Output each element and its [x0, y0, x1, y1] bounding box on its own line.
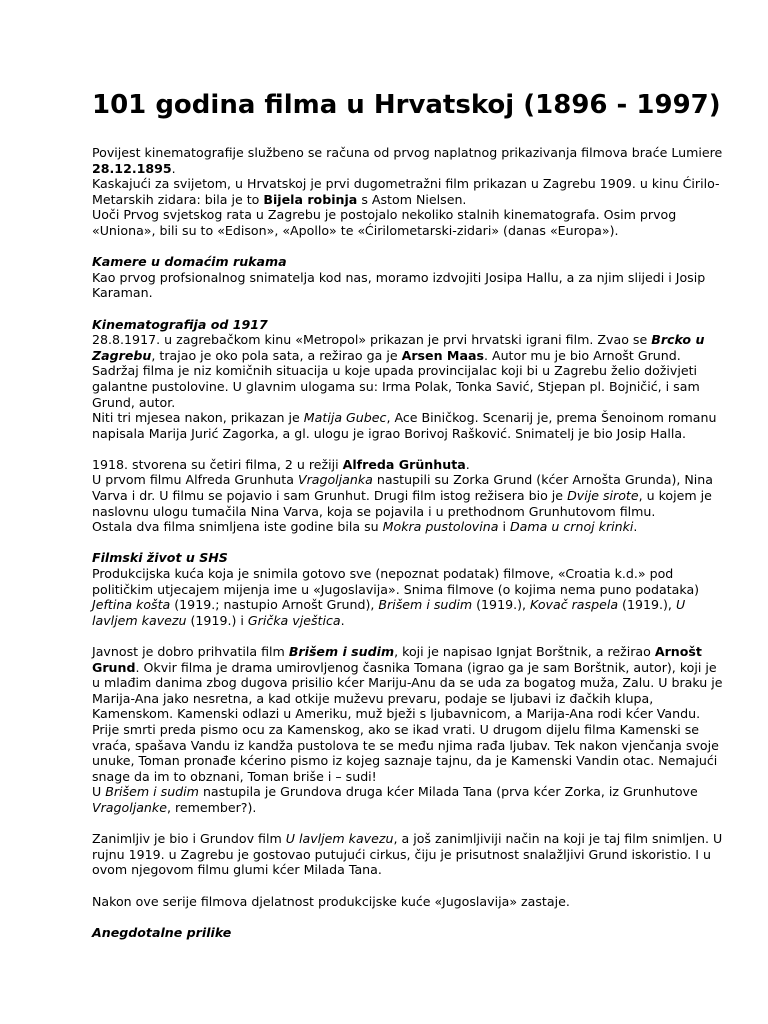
text-run: .	[633, 519, 638, 535]
text-run: Niti tri mjesea nakon, prikazan je	[92, 410, 304, 426]
text-run: Zanimljiv je bio i Grundov film	[92, 831, 286, 847]
paragraph	[92, 270, 728, 301]
text-run: , remember?).	[166, 799, 257, 815]
italic-text: Grička vještica	[247, 612, 341, 628]
text-run: , trajao je oko pola sata, a režirao ga je	[151, 347, 402, 363]
text-run: , u kojem je naslovnu ulogu tumačila Nina Varva, koja se pojavila i u prethodnom Grunhutovom filmu.	[92, 488, 712, 519]
paragraph-spacer	[92, 878, 728, 894]
paragraph	[92, 145, 728, 176]
section-heading: Anegdotalne prilike	[92, 924, 232, 940]
text-run: .	[340, 612, 345, 628]
paragraph	[92, 332, 728, 410]
text-run: (1919.),	[472, 597, 531, 613]
text-run: Javnost je dobro prihvatila film	[92, 644, 289, 659]
text-run: U prvom filmu Alfreda Grunhuta	[92, 472, 298, 488]
italic-text: Jeftina košta	[92, 597, 171, 613]
paragraph	[92, 644, 728, 784]
text-run: .	[171, 160, 176, 176]
paragraph	[92, 831, 728, 878]
text-run: U	[92, 784, 106, 800]
text-run: , Ace Biničkog. Scenarij je, prema Šenoinom romanu napisala Marija Jurić Zagorka, a gl. ulogu je igrao Borivoj Rašković. Snimatelj je bio Josip Halla.	[92, 410, 717, 441]
italic-text: Vragoljanke	[92, 799, 167, 815]
bold-text: Arnošt Grund	[92, 644, 702, 675]
italic-text: U lavljem kavezu	[92, 597, 686, 628]
text-run: Ostala dva filma snimljena iste godine bila su	[92, 519, 383, 535]
paragraph	[92, 784, 728, 815]
text-run: i	[498, 519, 510, 535]
text-run: (1919.),	[618, 597, 676, 613]
text-run: , a još zanimljiviji način na koji je taj film snimljen. U rujnu 1919. u Zagrebu je gostovao putujući cirkus, čiju je prisutnost snalažljivi Grund iskoristio. I u ovom njegovom filmu glumi kćer Milada Tana.	[92, 831, 723, 878]
text-run: . Autor mu je bio Arnošt Grund. Sadržaj filma je niz komičnih situacija u koje upada provincijalac koji bi u Zagrebu želio doživjeti galantne pustolovine. U glavnim ulogama su: Irma Polak, Tonka Savić, Stjepan pl. Bojničić, i sam Grund, autor.	[92, 347, 700, 410]
paragraph	[92, 519, 728, 535]
bold-italic-text: Brcko u Zagrebu	[92, 332, 705, 363]
italic-text: Matija Gubec	[303, 410, 387, 426]
paragraph	[92, 894, 728, 910]
text-run: (1919.; nastupio Arnošt Grund),	[170, 597, 379, 613]
paragraph	[92, 457, 728, 473]
text-run: Uoči Prvog svjetskog rata u Zagrebu je postojalo nekoliko stalnih kinematografa. Osim prvog «Uniona», bili su to «Edison», «Apollo» te «Ćirilometarski-zidari» (danas «Europa»).	[92, 207, 677, 238]
text-run: s Astom Nielsen.	[357, 191, 467, 207]
text-run: nastupila je Grundova druga kćer Milada Tana (prva kćer Zorka, iz Grunhutove	[198, 784, 698, 800]
bold-text: Bijela robinja	[263, 191, 358, 207]
paragraph	[92, 566, 728, 628]
text-run: Produkcijska kuća koja je snimila gotovo sve (nepoznat podatak) filmove, «Croatia k.d.» pod političkim utjecajem mijenja ime u «Jugoslavija». Snima filmove (o kojima nema puno podataka)	[92, 566, 700, 597]
italic-text: Vragoljanka	[297, 472, 373, 488]
italic-text: Dvije sirote	[567, 488, 639, 504]
document-title: 101 godina filma u Hrvatskoj (1896 - 1997)	[92, 90, 721, 120]
paragraph	[92, 207, 728, 238]
paragraph-spacer	[92, 441, 728, 457]
italic-text: Kovač raspela	[530, 597, 619, 613]
paragraph-spacer	[92, 239, 728, 255]
document-body	[92, 145, 728, 940]
paragraph	[92, 472, 728, 519]
italic-text: Brišem i sudim	[378, 597, 473, 613]
section-heading: Kamere u domaćim rukama	[92, 254, 287, 270]
italic-text: Mokra pustolovina	[382, 519, 499, 535]
text-run: , koji je napisao Ignjat Borštnik, a režirao	[394, 644, 655, 659]
text-run: Kaskajući za svijetom, u Hrvatskoj je prvi dugometražni film prikazan u Zagrebu 1909. u kinu Ćirilo-Metarskih zidara: bila je to	[92, 176, 720, 207]
bold-text: 28.12.1895	[92, 160, 172, 176]
paragraph	[92, 410, 728, 441]
paragraph-spacer	[92, 816, 728, 832]
paragraph-spacer	[92, 628, 728, 644]
section-heading: Filmski život u SHS	[92, 550, 228, 566]
paragraph-spacer	[92, 535, 728, 551]
italic-text: Dama u crnoj krinki	[509, 519, 634, 535]
section-heading: Kinematografija od 1917	[92, 316, 268, 332]
text-run: Povijest kinematografije službeno se računa od prvog naplatnog prikazivanja filmova braće Lumiere	[92, 145, 723, 160]
text-run: (1919.) i	[186, 612, 248, 628]
text-run: nastupili su Zorka Grund (kćer Arnošta Grunda), Nina Varva i dr. U filmu se pojavio i sam Grunhut. Drugi film istog režisera bio je	[92, 472, 713, 504]
text-run: 28.8.1917. u zagrebačkom kinu «Metropol» prikazan je prvi hrvatski igrani film. Zvao se	[92, 332, 652, 348]
italic-text: Brišem i sudim	[105, 784, 199, 800]
paragraph	[92, 176, 728, 207]
text-run: . Okvir filma je drama umirovljenog časnika Tomana (igrao ga je sam Borštnik, autor), koji je u mlađim danima zbog dugova prisilio kćer Mariju-Anu da se uda za bogatog muža, Zalu. U braku je Marija-Ana jako nesretna, a kad otkije muževu prevaru, podaje se ljubavi iz đačkih klupa, Kamenskom. Kamenski odlazi u Ameriku, muž bježi s ljubavnicom, a Marija-Ana rodi kćer Vandu. Prije smrti preda pismo ocu za Kamenskog, ako se ikad vrati. U drugom dijelu filma Kamenski se vraća, spašava Vandu iz kandža pustolova te se među njima rađa ljubav. Tek nakon vjenčanja svoje unuke, Toman pronađe kćerino pismo iz kojeg saznaje tajnu, da je Kamenski Vandin otac. Nemajući snage da im to obznani, Toman briše i – sudi!	[92, 659, 723, 784]
paragraph-spacer	[92, 909, 728, 925]
italic-text: U lavljem kavezu	[285, 831, 394, 847]
paragraph-spacer	[92, 301, 728, 317]
bold-text: Arsen Maas	[401, 347, 484, 363]
text-run: Kao prvog profsionalnog snimatelja kod nas, moramo izdvojiti Josipa Hallu, a za njim slijedi i Josip Karaman.	[92, 269, 706, 301]
text-run: Nakon ove serije filmova djelatnost produkcijske kuće «Jugoslavija» zastaje.	[92, 893, 570, 909]
text-run: .	[465, 456, 470, 472]
text-run: 1918. stvorena su četiri filma, 2 u režiji	[92, 456, 343, 472]
bold-text: Alfreda Grünhuta	[342, 456, 466, 472]
bold-italic-text: Brišem i sudim	[288, 644, 395, 659]
